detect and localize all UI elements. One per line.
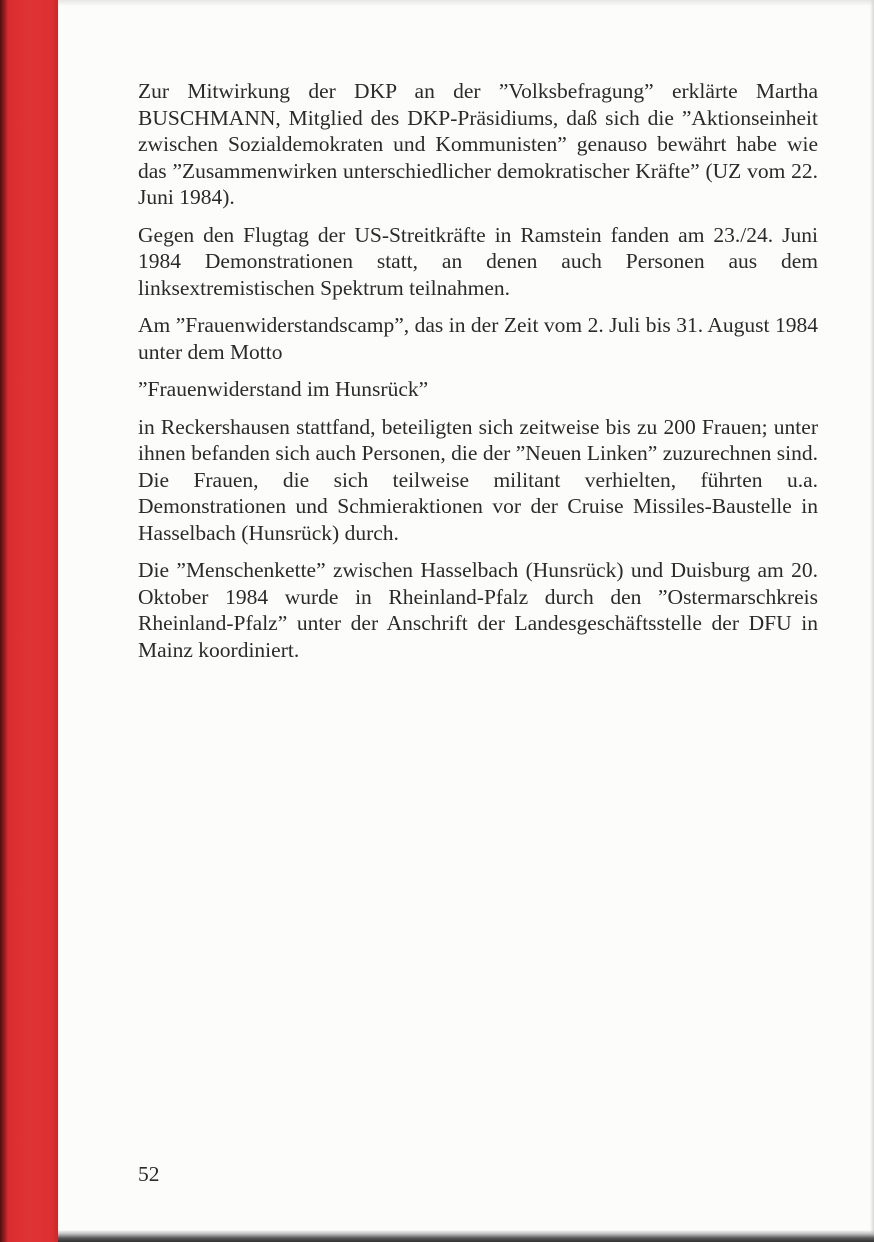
paragraph-reckershausen: in Reckershausen stattfand, beteiligten sich zeitweise bis zu 200 Frauen; unter ihnen befanden sich auch Personen, die der ”Neuen Linken” zuzurechnen sind. Die Frauen, die sich teilweise militant verhielten, führten u.a. Demonstrationen und Schmieraktionen vor der Cruise Missiles-Baustelle in Hasselbach (Hunsrück) durch. — [138, 414, 818, 545]
paragraph-menschenkette: Die ”Menschenkette” zwischen Hasselbach (Hunsrück) und Duisburg am 20. Oktober 1984 wurde in Rheinland-Pfalz durch den ”Ostermarschkreis Rheinland-Pfalz” unter der Anschrift der Landesgeschäftsstelle der DFU in Mainz koordiniert. — [138, 558, 818, 662]
bottom-scan-shadow — [58, 1230, 874, 1242]
paragraph-ramstein-flugtag: Gegen den Flugtag der US-Streitkräfte in Ramstein fanden am 23./24. Juni 1984 Demonstrationen statt, an denen auch Personen aus dem linksextremistischen Spektrum teilnahmen. — [138, 222, 818, 300]
paragraph-frauenwiderstandscamp: Am ”Frauenwiderstandscamp”, das in der Zeit vom 2. Juli bis 31. August 1984 unter dem Motto — [138, 313, 818, 364]
red-page-edge — [0, 0, 58, 1242]
motto-line: ”Frauenwiderstand im Hunsrück” — [138, 377, 429, 401]
top-scan-shadow — [58, 0, 874, 6]
paragraph-dkp-volksbefragung: Zur Mitwirkung der DKP an der ”Volksbefragung” erklärte Martha BUSCHMANN, Mitglied des DKP-Präsidiums, daß sich die ”Aktionseinheit zwischen Sozialdemokraten und Kommunisten” genauso bewährt habe wie das ”Zusammenwirken unterschiedlicher demokratischer Kräfte” (UZ vom 22. Juni 1984). — [138, 79, 818, 209]
body-text — [138, 78, 818, 674]
right-scan-shadow — [870, 0, 874, 1242]
page-number: 52 — [138, 1162, 160, 1186]
page-binding-shadow — [0, 0, 8, 1242]
